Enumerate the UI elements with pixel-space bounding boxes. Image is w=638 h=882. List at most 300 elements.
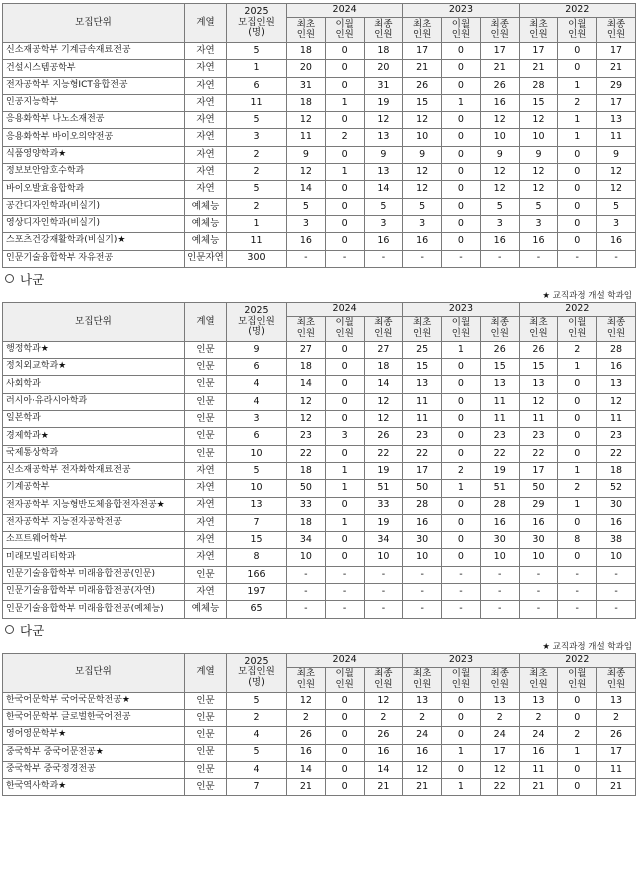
table-section-a [2,3,636,268]
header-final-count: 최종 인원 [480,18,519,43]
count-cell: 17 [597,744,636,761]
field-cell: 인문 [185,566,227,583]
recruit-cell: 7 [227,514,287,531]
count-cell: 16 [480,94,519,111]
count-cell: 3 [519,215,558,232]
header-transfer-count: 이월 인원 [325,667,364,692]
recruit-cell: 65 [227,601,287,618]
count-cell: 0 [442,233,481,250]
count-cell: 10 [519,549,558,566]
header-recruit-label: 모집인원 (명) [238,666,275,688]
count-cell: 9 [519,146,558,163]
count-cell: - [519,584,558,601]
count-cell: 0 [442,215,481,232]
count-cell: 11 [403,411,442,428]
count-cell: 12 [480,112,519,129]
table-row [3,445,636,462]
count-cell: - [364,566,403,583]
recruit-cell: 197 [227,584,287,601]
count-cell: 22 [364,445,403,462]
count-cell: 22 [287,445,326,462]
count-cell: 0 [325,761,364,778]
count-cell: 15 [403,94,442,111]
recruit-cell: 5 [227,462,287,479]
count-cell: 30 [519,532,558,549]
count-cell: 0 [325,692,364,709]
count-cell: 12 [403,761,442,778]
header-transfer-count: 이월 인원 [325,18,364,43]
tbody [3,692,636,796]
table-row [3,727,636,744]
count-cell: - [442,601,481,618]
unit-cell: 바이오발효융합학과 [3,181,185,198]
unit-cell: 인문기술융합학부 미래융합전공(자연) [3,584,185,601]
count-cell: 16 [480,514,519,531]
count-cell: - [480,566,519,583]
count-cell: 13 [519,692,558,709]
count-cell: 18 [364,359,403,376]
count-cell: 12 [287,692,326,709]
count-cell: 0 [442,428,481,445]
field-cell: 자연 [185,462,227,479]
header-transfer-count: 이월 인원 [558,18,597,43]
count-cell: 0 [442,164,481,181]
count-cell: 3 [287,215,326,232]
count-cell: 0 [558,181,597,198]
count-cell: 13 [480,376,519,393]
count-cell: 0 [325,341,364,358]
header-2023: 2023 [403,653,519,667]
unit-cell: 경제학과★ [3,428,185,445]
count-cell: 16 [597,359,636,376]
count-cell: 17 [480,744,519,761]
header-first-count: 최초 인원 [287,18,326,43]
count-cell: 2 [364,709,403,726]
header-2024: 2024 [287,302,403,316]
count-cell: 0 [558,146,597,163]
count-cell: 10 [287,549,326,566]
header-2025: 2025 [244,6,269,18]
count-cell: 20 [287,60,326,77]
count-cell: 34 [364,532,403,549]
count-cell: 16 [364,233,403,250]
unit-cell: 일본학과 [3,411,185,428]
count-cell: 0 [558,393,597,410]
table-row [3,692,636,709]
count-cell: 1 [325,164,364,181]
count-cell: 18 [364,43,403,60]
count-cell: 0 [442,497,481,514]
table-row [3,376,636,393]
count-cell: 0 [442,411,481,428]
header-field: 계열 [185,302,227,341]
count-cell: 0 [442,393,481,410]
count-cell: 12 [403,164,442,181]
count-cell: 2 [403,709,442,726]
count-cell: 52 [597,480,636,497]
circle-bullet-icon [5,274,14,283]
count-cell: - [442,566,481,583]
count-cell: 15 [519,359,558,376]
count-cell: 51 [480,480,519,497]
recruit-cell: 1 [227,60,287,77]
count-cell: 38 [597,532,636,549]
count-cell: 12 [287,112,326,129]
count-cell: 0 [442,727,481,744]
count-cell: 17 [519,462,558,479]
field-cell: 인문 [185,376,227,393]
recruit-cell: 6 [227,359,287,376]
count-cell: 1 [442,779,481,796]
count-cell: 0 [325,497,364,514]
header-transfer-count: 이월 인원 [442,316,481,341]
field-cell: 자연 [185,77,227,94]
count-cell: 19 [364,462,403,479]
field-cell: 인문 [185,761,227,778]
count-cell: - [325,601,364,618]
unit-cell: 한국어문학부 글로벌한국어전공 [3,709,185,726]
count-cell: 15 [519,94,558,111]
count-cell: - [480,584,519,601]
count-cell: 2 [597,709,636,726]
table-row [3,215,636,232]
unit-cell: 전자공학부 지능형반도체융합전자전공★ [3,497,185,514]
count-cell: 5 [480,198,519,215]
count-cell: 22 [480,779,519,796]
count-cell: 0 [558,198,597,215]
count-cell: 10 [519,129,558,146]
count-cell: 10 [480,129,519,146]
count-cell: 0 [558,233,597,250]
unit-cell: 미래모빌리티학과 [3,549,185,566]
count-cell: 19 [480,462,519,479]
count-cell: 0 [325,146,364,163]
count-cell: 5 [403,198,442,215]
count-cell: 12 [403,181,442,198]
count-cell: 13 [597,112,636,129]
table-row [3,462,636,479]
count-cell: 5 [519,198,558,215]
count-cell: 27 [287,341,326,358]
teacher-course-note: ★ 교직과정 개설 학과임 [542,641,632,652]
count-cell: 0 [442,129,481,146]
recruit-cell: 2 [227,164,287,181]
header-first-count: 최초 인원 [403,316,442,341]
field-cell: 인문 [185,779,227,796]
count-cell: 2 [325,129,364,146]
count-cell: 17 [403,462,442,479]
count-cell: 21 [403,779,442,796]
count-cell: 0 [558,43,597,60]
count-cell: 3 [403,215,442,232]
recruit-cell: 5 [227,112,287,129]
field-cell: 자연 [185,60,227,77]
unit-cell: 전자공학부 지능전자공학전공 [3,514,185,531]
count-cell: 13 [519,376,558,393]
table-row [3,601,636,618]
count-cell: 0 [325,60,364,77]
count-cell: - [403,601,442,618]
count-cell: 12 [597,181,636,198]
count-cell: - [519,566,558,583]
count-cell: - [325,250,364,267]
count-cell: 12 [519,164,558,181]
header-final-count: 최종 인원 [597,316,636,341]
field-cell: 인문 [185,428,227,445]
count-cell: 8 [558,532,597,549]
count-cell: 12 [403,112,442,129]
count-cell: 11 [480,393,519,410]
count-cell: 11 [480,411,519,428]
count-cell: 14 [364,761,403,778]
count-cell: 14 [364,181,403,198]
count-cell: 2 [558,727,597,744]
header-field: 계열 [185,653,227,692]
count-cell: 1 [442,341,481,358]
count-cell: 9 [403,146,442,163]
count-cell: 10 [480,549,519,566]
count-cell: 22 [519,445,558,462]
count-cell: 16 [597,233,636,250]
count-cell: 24 [480,727,519,744]
recruit-cell: 7 [227,779,287,796]
count-cell: 0 [558,164,597,181]
table-row [3,480,636,497]
count-cell: 12 [364,692,403,709]
count-cell: 12 [364,112,403,129]
count-cell: 18 [287,359,326,376]
header-2023: 2023 [403,4,519,18]
count-cell: 0 [442,112,481,129]
recruit-cell: 3 [227,411,287,428]
count-cell: 0 [442,445,481,462]
count-cell: 22 [403,445,442,462]
table-row [3,359,636,376]
count-cell: 0 [442,709,481,726]
count-cell: 1 [558,129,597,146]
count-cell: - [558,250,597,267]
count-cell: - [519,601,558,618]
count-cell: 23 [403,428,442,445]
count-cell: 1 [558,497,597,514]
count-cell: 0 [325,709,364,726]
header-2022: 2022 [519,302,635,316]
header-final-count: 최종 인원 [364,667,403,692]
count-cell: 16 [480,233,519,250]
unit-cell: 응용화학부 나노소재전공 [3,112,185,129]
field-cell: 인문 [185,692,227,709]
count-cell: 5 [364,198,403,215]
field-cell: 자연 [185,94,227,111]
field-cell: 자연 [185,584,227,601]
recruit-cell: 11 [227,233,287,250]
count-cell: - [519,250,558,267]
header-transfer-count: 이월 인원 [442,18,481,43]
count-cell: - [325,566,364,583]
header-first-count: 최초 인원 [403,667,442,692]
header-2024: 2024 [287,653,403,667]
count-cell: - [597,601,636,618]
count-cell: 50 [287,480,326,497]
count-cell: 26 [364,428,403,445]
header-final-count: 최종 인원 [480,316,519,341]
count-cell: 13 [364,129,403,146]
count-cell: 2 [480,709,519,726]
count-cell: - [287,250,326,267]
count-cell: 15 [403,359,442,376]
header-recruit-label: 모집인원 (명) [238,16,275,39]
field-cell: 인문 [185,359,227,376]
count-cell: 12 [287,164,326,181]
count-cell: 18 [287,514,326,531]
count-cell: - [558,566,597,583]
table-row [3,566,636,583]
table-row [3,497,636,514]
header-2024: 2024 [287,4,403,18]
recruit-cell: 10 [227,445,287,462]
count-cell: 16 [364,744,403,761]
count-cell: 12 [480,761,519,778]
count-cell: - [287,601,326,618]
unit-cell: 한국어문학부 국어국문학전공★ [3,692,185,709]
field-cell: 인문 [185,393,227,410]
count-cell: 16 [403,233,442,250]
count-cell: - [364,250,403,267]
field-cell: 인문 [185,411,227,428]
field-cell: 인문 [185,445,227,462]
table-row [3,532,636,549]
unit-cell: 정치외교학과★ [3,359,185,376]
count-cell: 12 [519,181,558,198]
table-row [3,779,636,796]
count-cell: 9 [597,146,636,163]
count-cell: 26 [287,727,326,744]
count-cell: 21 [403,60,442,77]
unit-cell: 신소재공학부 기계금속재료전공 [3,43,185,60]
header-unit: 모집단위 [3,302,185,341]
field-cell: 자연 [185,497,227,514]
field-cell: 인문 [185,744,227,761]
count-cell: 2 [287,709,326,726]
table-row [3,164,636,181]
count-cell: 33 [287,497,326,514]
count-cell: 16 [403,514,442,531]
count-cell: 0 [325,549,364,566]
unit-cell: 러시아·유라시아학과 [3,393,185,410]
recruit-cell: 3 [227,129,287,146]
count-cell: 0 [442,532,481,549]
recruit-cell: 2 [227,709,287,726]
count-cell: 23 [480,428,519,445]
count-cell: 18 [597,462,636,479]
header-2022: 2022 [519,653,635,667]
table-row [3,709,636,726]
count-cell: 28 [403,497,442,514]
count-cell: 0 [442,77,481,94]
count-cell: 9 [480,146,519,163]
count-cell: 0 [558,761,597,778]
count-cell: 10 [364,549,403,566]
count-cell: 13 [597,692,636,709]
unit-cell: 기계공학부 [3,480,185,497]
table-row [3,393,636,410]
count-cell: 1 [558,359,597,376]
count-cell: 3 [325,428,364,445]
field-cell: 자연 [185,112,227,129]
unit-cell: 식품영양학과★ [3,146,185,163]
field-cell: 자연 [185,129,227,146]
table-row [3,181,636,198]
count-cell: 12 [287,393,326,410]
table-row [3,129,636,146]
table-row [3,60,636,77]
count-cell: 1 [325,462,364,479]
count-cell: 17 [519,43,558,60]
count-cell: - [558,584,597,601]
table-section-na [2,302,636,619]
count-cell: 3 [597,215,636,232]
count-cell: 16 [519,514,558,531]
count-cell: 0 [325,445,364,462]
count-cell: 1 [442,94,481,111]
recruit-cell: 1 [227,215,287,232]
header-final-count: 최종 인원 [364,316,403,341]
count-cell: 20 [364,60,403,77]
count-cell: 0 [325,359,364,376]
table-row [3,744,636,761]
count-cell: 29 [519,497,558,514]
count-cell: 1 [558,112,597,129]
count-cell: 12 [597,164,636,181]
count-cell: 14 [287,761,326,778]
count-cell: 0 [325,233,364,250]
count-cell: 26 [364,727,403,744]
header-first-count: 최초 인원 [519,316,558,341]
tbody [3,43,636,268]
recruit-cell: 13 [227,497,287,514]
count-cell: 0 [442,198,481,215]
header-unit: 모집단위 [3,653,185,692]
recruit-cell: 8 [227,549,287,566]
count-cell: 0 [442,43,481,60]
count-cell: 13 [597,376,636,393]
count-cell: 10 [403,129,442,146]
field-cell: 인문자연 [185,250,227,267]
count-cell: 12 [519,393,558,410]
table-row [3,411,636,428]
count-cell: 0 [558,376,597,393]
count-cell: 13 [403,692,442,709]
unit-cell: 전자공학부 지능형ICT융합전공 [3,77,185,94]
count-cell: 1 [558,77,597,94]
count-cell: 10 [597,549,636,566]
count-cell: 0 [558,779,597,796]
count-cell: 16 [597,514,636,531]
count-cell: 22 [597,445,636,462]
count-cell: 0 [558,549,597,566]
recruit-cell: 5 [227,692,287,709]
unit-cell: 정보보안암호수학과 [3,164,185,181]
header-final-count: 최종 인원 [480,667,519,692]
count-cell: 21 [480,60,519,77]
count-cell: 28 [480,497,519,514]
field-cell: 예체능 [185,198,227,215]
count-cell: 0 [325,744,364,761]
header-2025: 2025 [244,305,269,317]
count-cell: 28 [519,77,558,94]
section-title-na [5,268,638,290]
recruit-cell: 300 [227,250,287,267]
